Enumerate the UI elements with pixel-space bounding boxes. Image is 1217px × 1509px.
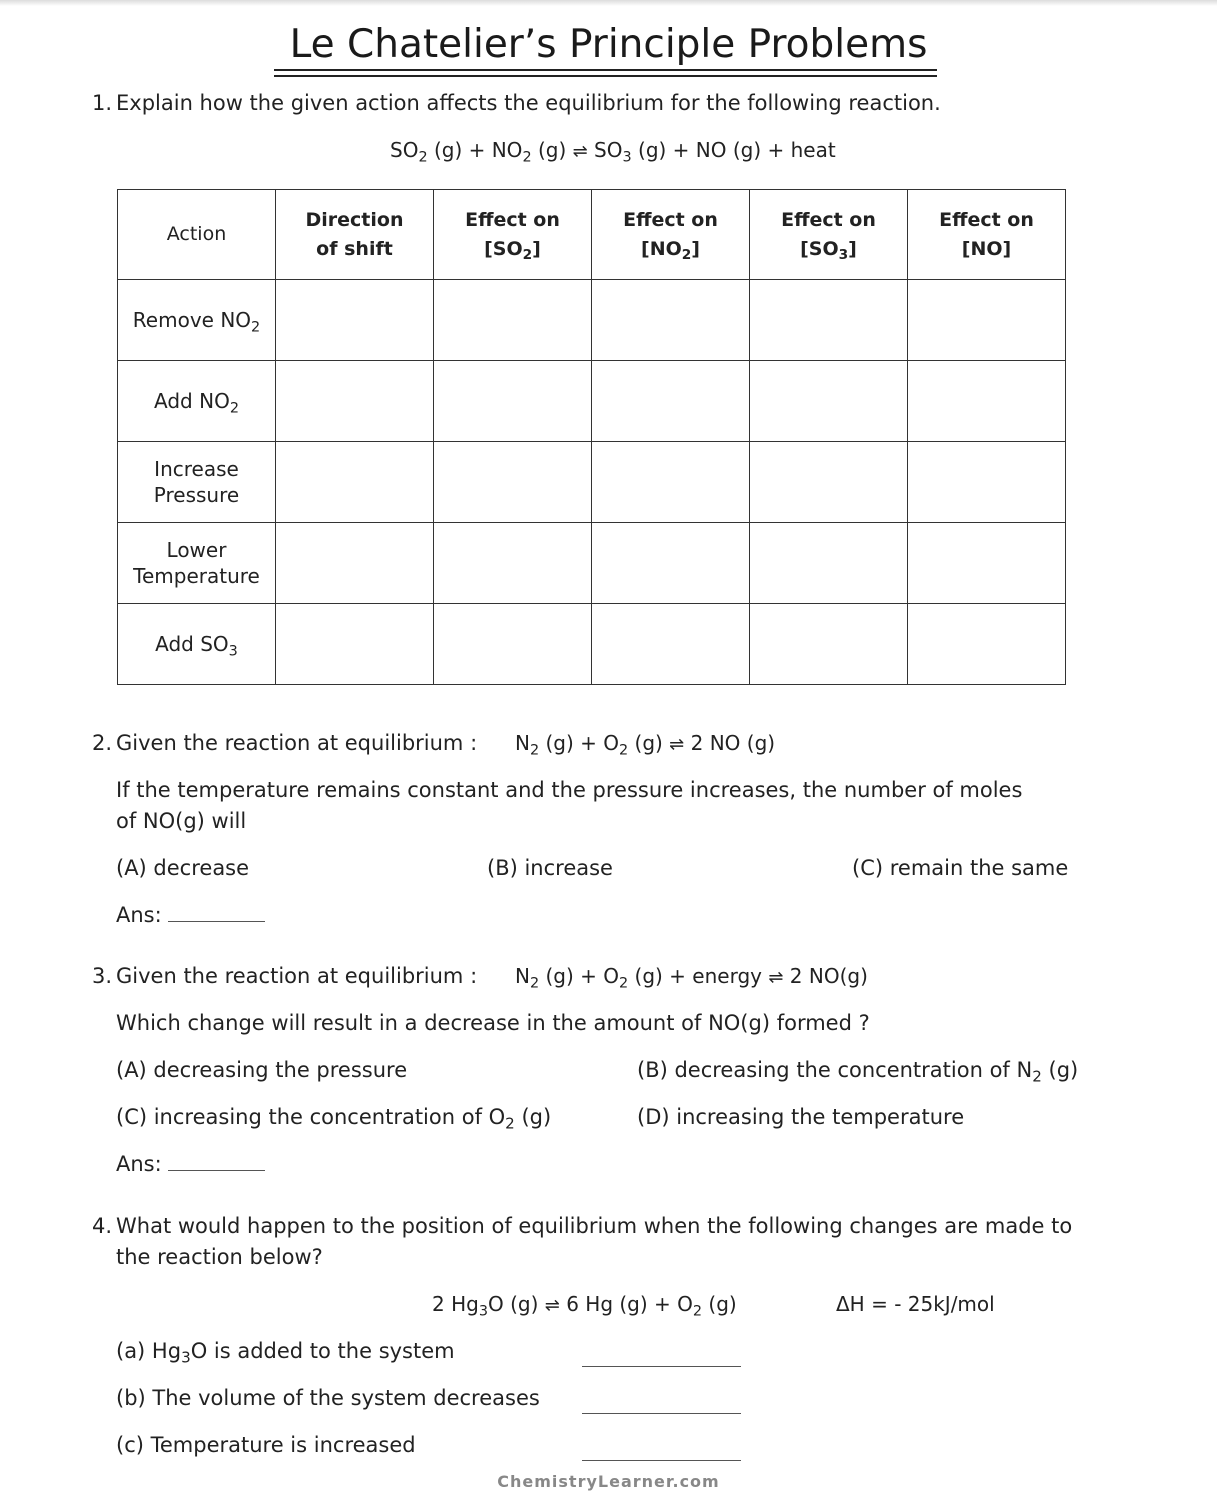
q3-lead: Given the reaction at equilibrium : (116, 964, 478, 988)
q1-reaction: $SO_2$ $(g) + NO_2$ (g) ⇌ $SO_3$ (g) + NO (g) + heat (390, 138, 836, 166)
q2-reaction: $N_2$ $(g) + O_2$ (g) ⇌ 2 NO (g) (515, 731, 776, 759)
answer-cell[interactable] (276, 523, 434, 604)
header-effect-no2: Effect on $[NO_2]$ (592, 190, 750, 280)
answer-cell[interactable] (908, 361, 1066, 442)
action-remove-no2: Remove $NO_2$ (118, 280, 276, 361)
equilibrium-arrow-icon: ⇌ (768, 967, 784, 988)
page-title: Le Chatelier’s Principle Problems (289, 22, 928, 67)
answer-cell[interactable] (750, 280, 908, 361)
q3-option-c[interactable]: (C) increasing the concentration of $O_2$ (g) (116, 1105, 552, 1133)
q4-reaction: 2 $Hg_3O$ (g) ⇌ 6 Hg $(g) + O_2$ (g) (432, 1292, 737, 1320)
answer-cell[interactable] (276, 442, 434, 523)
answer-cell[interactable] (434, 442, 592, 523)
q4-item-a: (a) $Hg_3O$ is added to the system (116, 1339, 455, 1367)
answer-cell[interactable] (908, 604, 1066, 685)
table-row (118, 280, 1066, 361)
answer-cell[interactable] (908, 442, 1066, 523)
q4-item-b: (b) The volume of the system decreases (116, 1386, 540, 1410)
answer-cell[interactable] (592, 442, 750, 523)
table-row (118, 523, 1066, 604)
answer-blank[interactable] (582, 1460, 741, 1461)
q4-number: 4. (92, 1214, 113, 1238)
answer-cell[interactable] (750, 604, 908, 685)
q1-number: 1. (92, 91, 113, 115)
answer-cell[interactable] (908, 523, 1066, 604)
header-effect-no: Effect on [NO] (908, 190, 1066, 280)
answer-cell[interactable] (592, 604, 750, 685)
q3-question: Which change will result in a decrease in the amount of NO(g) formed ? (116, 1011, 870, 1035)
q1-table (117, 189, 1066, 685)
q2-option-b[interactable]: (B) increase (487, 856, 613, 880)
q3-option-b[interactable]: (B) decreasing the concentration of $N_2$ (g) (637, 1058, 1079, 1086)
ans-label: Ans: (116, 903, 162, 927)
answer-cell[interactable] (434, 280, 592, 361)
action-increase-pressure: Increase Pressure (118, 442, 276, 523)
answer-cell[interactable] (592, 523, 750, 604)
action-lower-temperature: Lower Temperature (118, 523, 276, 604)
title-underline-2 (274, 75, 937, 77)
q3-reaction: $N_2$ $(g) + O_2$ (g) + energy ⇌ 2 NO(g) (515, 964, 868, 992)
q4-line2: the reaction below? (116, 1245, 323, 1269)
equilibrium-arrow-icon: ⇌ (669, 734, 685, 755)
title-underline-1 (274, 69, 937, 71)
header-action: Action (118, 190, 276, 280)
top-shadow (0, 0, 1217, 6)
answer-cell[interactable] (434, 523, 592, 604)
answer-cell[interactable] (750, 442, 908, 523)
q2-option-a[interactable]: (A) decrease (116, 856, 250, 880)
q3-answer (116, 1150, 265, 1178)
footer-watermark: ChemistryLearner.com (497, 1472, 720, 1491)
answer-cell[interactable] (750, 523, 908, 604)
answer-blank[interactable] (168, 921, 265, 922)
answer-cell[interactable] (434, 604, 592, 685)
ans-label: Ans: (116, 1152, 162, 1176)
table-row (118, 361, 1066, 442)
q3-option-a[interactable]: (A) decreasing the pressure (116, 1058, 408, 1082)
answer-cell[interactable] (750, 361, 908, 442)
answer-cell[interactable] (592, 280, 750, 361)
action-add-so3: Add $SO_3$ (118, 604, 276, 685)
q2-number: 2. (92, 731, 113, 755)
answer-cell[interactable] (276, 361, 434, 442)
q1-prompt: Explain how the given action affects the equilibrium for the following reaction. (116, 91, 941, 115)
equilibrium-arrow-icon: ⇌ (572, 141, 588, 162)
header-effect-so3: Effect on $[SO_3]$ (750, 190, 908, 280)
q4-enthalpy: ΔH = - 25kJ/mol (836, 1292, 995, 1316)
q4-item-c: (c) Temperature is increased (116, 1433, 416, 1457)
q3-number: 3. (92, 964, 113, 988)
q2-line2: of NO(g) will (116, 809, 247, 833)
answer-cell[interactable] (434, 361, 592, 442)
header-direction: Direction of shift (276, 190, 434, 280)
answer-blank[interactable] (582, 1413, 741, 1414)
answer-cell[interactable] (908, 280, 1066, 361)
answer-cell[interactable] (276, 604, 434, 685)
table-row (118, 442, 1066, 523)
equilibrium-arrow-icon: ⇌ (544, 1295, 560, 1316)
header-effect-so2: Effect on $[SO_2]$ (434, 190, 592, 280)
table-header-row (118, 190, 1066, 280)
q2-lead: Given the reaction at equilibrium : (116, 731, 478, 755)
answer-cell[interactable] (592, 361, 750, 442)
q2-answer (116, 901, 265, 929)
q3-option-d[interactable]: (D) increasing the temperature (637, 1105, 965, 1129)
answer-blank[interactable] (582, 1366, 741, 1367)
q4-line1: What would happen to the position of equilibrium when the following changes are made to (116, 1214, 1073, 1238)
table-row (118, 604, 1066, 685)
answer-cell[interactable] (276, 280, 434, 361)
q2-option-c[interactable]: (C) remain the same (852, 856, 1069, 880)
q2-line1: If the temperature remains constant and the pressure increases, the number of moles (116, 778, 1023, 802)
answer-blank[interactable] (168, 1170, 265, 1171)
action-add-no2: Add $NO_2$ (118, 361, 276, 442)
